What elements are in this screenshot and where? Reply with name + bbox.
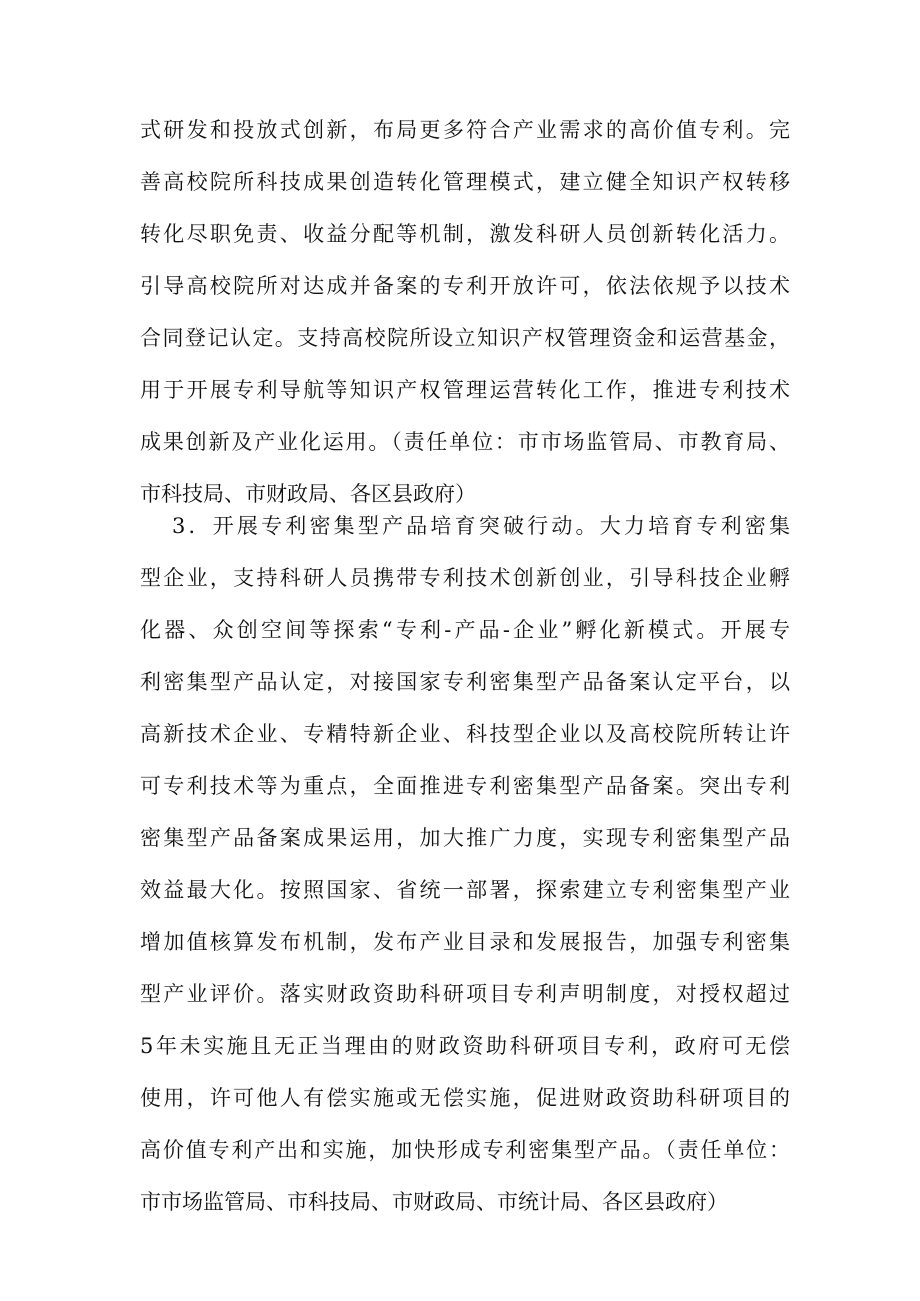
text-line: 用于开展专利导航等知识产权管理运营转化工作，推进专利技术 [140, 378, 790, 402]
text-line: 效益最大化。按照国家、省统一部署，探索建立专利密集型产业 [140, 878, 790, 902]
text-line: 高价值专利产出和实施，加快形成专利密集型产品。（责任单位： [140, 1138, 790, 1162]
text-line: 成果创新及产业化运用。（责任单位：市市场监管局、市教育局、 [140, 430, 790, 454]
paragraph-1 [140, 104, 790, 520]
text-line: 善高校院所科技成果创造转化管理模式，建立健全知识产权转移 [140, 170, 790, 194]
text-line: 高新技术企业、专精特新企业、科技型企业以及高校院所转让许 [140, 722, 790, 746]
text-line: 型产业评价。落实财政资助科研项目专利声明制度，对授权超过 [140, 982, 790, 1006]
text-line: 可专利技术等为重点，全面推进专利密集型产品备案。突出专利 [140, 774, 790, 798]
text-line: 密集型产品备案成果运用，加大推广力度，实现专利密集型产品 [140, 826, 790, 850]
text-line: 市市场监管局、市科技局、市财政局、市统计局、各区县政府） [140, 1190, 728, 1214]
text-line: 化器、众创空间等探索“专利-产品-企业”孵化新模式。开展专 [140, 618, 790, 642]
text-line: 市科技局、市财政局、各区县政府） [140, 482, 476, 506]
text-line: 引导高校院所对达成并备案的专利开放许可，依法依规予以技术 [140, 274, 790, 298]
text-line: 5年未实施且无正当理由的财政资助科研项目专利，政府可无偿 [140, 1034, 790, 1058]
text-line: 使用，许可他人有偿实施或无偿实施，促进财政资助科研项目的 [140, 1086, 790, 1110]
text-line: 转化尽职免责、收益分配等机制，激发科研人员创新转化活力。 [140, 222, 790, 246]
text-line: 增加值核算发布机制，发布产业目录和发展报告，加强专利密集 [140, 930, 790, 954]
text-line: 合同登记认定。支持高校院所设立知识产权管理资金和运营基金， [140, 326, 790, 350]
text-line: 型企业，支持科研人员携带专利技术创新创业，引导科技企业孵 [140, 566, 790, 590]
section-heading-line: 3．开展专利密集型产品培育突破行动。大力培育专利密集 [172, 514, 790, 538]
text-line: 利密集型产品认定，对接国家专利密集型产品备案认定平台，以 [140, 670, 790, 694]
paragraph-2 [140, 500, 790, 1228]
text-line: 式研发和投放式创新，布局更多符合产业需求的高价值专利。完 [140, 118, 790, 142]
